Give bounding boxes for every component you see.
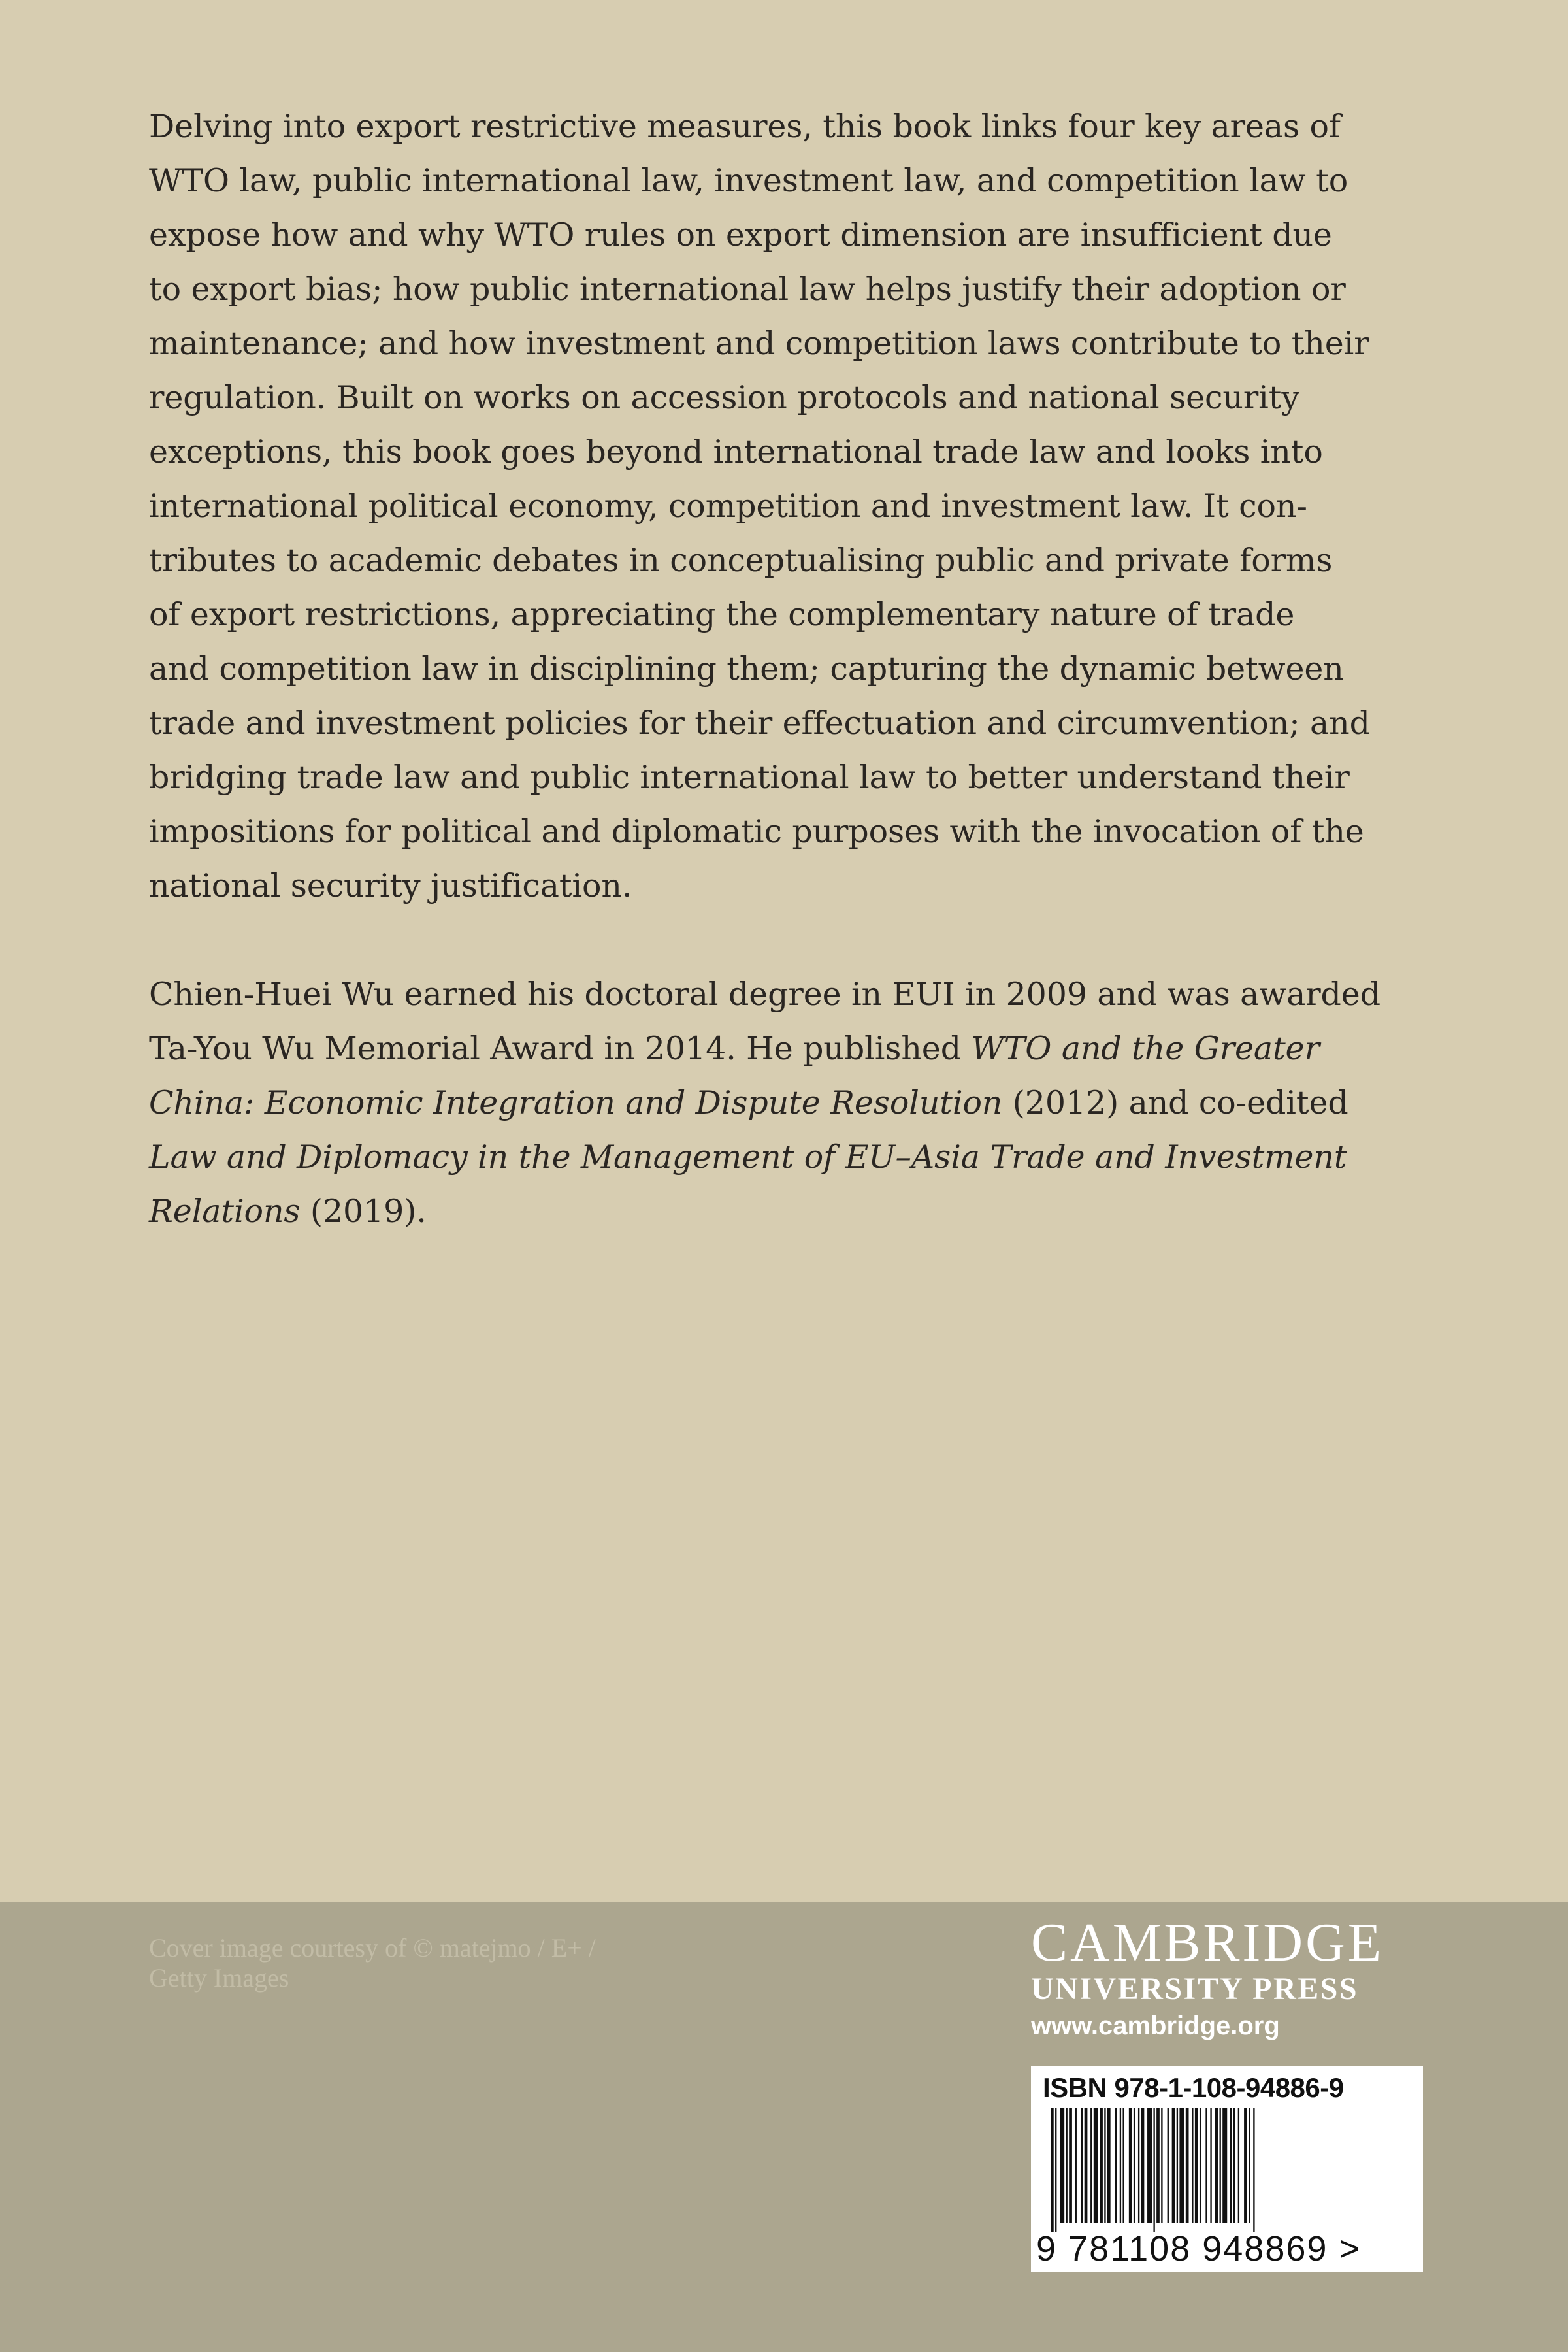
bio-line — [149, 1130, 1397, 1184]
description-line: national security justification. — [149, 867, 632, 904]
barcode-bar — [1115, 2108, 1117, 2223]
barcode-bar — [1107, 2108, 1111, 2223]
publisher-subtitle: UNIVERSITY PRESS — [1031, 1972, 1359, 2006]
barcode-bar — [1249, 2108, 1250, 2223]
book-title-italic: Relations — [149, 1193, 301, 1230]
description-line: tributes to academic debates in conceptualising public and private forms — [149, 542, 1333, 579]
credit-line: Getty Images — [149, 1963, 289, 1993]
bio-text: (2012) and co-edited — [1002, 1084, 1348, 1121]
isbn-label: ISBN 978-1-108-94886-9 — [1043, 2072, 1344, 2103]
bio-line — [149, 1184, 1397, 1238]
barcode-bar — [1051, 2108, 1054, 2232]
barcode-bar — [1233, 2108, 1235, 2223]
barcode-bar — [1147, 2108, 1152, 2223]
barcode-bar — [1230, 2108, 1232, 2223]
description-line: Delving into export restrictive measures, this book links four key areas of — [149, 108, 1341, 145]
author-bio — [149, 967, 1397, 1238]
barcode-bar — [1122, 2108, 1124, 2223]
description-line: WTO law, public international law, investment law, and competition law to — [149, 162, 1348, 199]
barcode-bar — [1172, 2108, 1175, 2223]
description-line: to export bias; how public international law helps justify their adoption or — [149, 271, 1346, 308]
paragraph-gap — [149, 913, 1397, 967]
barcode-bar — [1066, 2108, 1068, 2223]
cover-image-credit — [149, 1933, 596, 1993]
barcode-bar — [1220, 2108, 1221, 2223]
barcode-bar — [1153, 2108, 1154, 2232]
description-line: impositions for political and diplomatic purposes with the invocation of the — [149, 813, 1364, 850]
isbn-barcode — [1031, 2066, 1423, 2272]
barcode-bar — [1177, 2108, 1178, 2223]
book-title-italic: Law and Diplomacy in the Management of EU–Asia Trade and Investment — [149, 1138, 1347, 1176]
barcode-bar — [1253, 2108, 1254, 2232]
bio-line — [149, 1076, 1397, 1130]
description-line: exceptions, this book goes beyond international trade law and looks into — [149, 433, 1323, 471]
publisher-url: www.cambridge.org — [1031, 2012, 1280, 2040]
back-cover-text — [149, 99, 1397, 1238]
book-title-italic: China: Economic Integration and Dispute Resolution — [149, 1084, 1003, 1121]
barcode-bar — [1215, 2108, 1218, 2223]
barcode-bar — [1192, 2108, 1193, 2223]
description-line: maintenance; and how investment and competition laws contribute to their — [149, 325, 1369, 362]
description-line: bridging trade law and public international law to better understand their — [149, 759, 1350, 796]
description-line: of export restrictions, appreciating the complementary nature of trade — [149, 596, 1295, 633]
barcode-bar — [1205, 2108, 1207, 2223]
barcode-bar — [1081, 2108, 1083, 2223]
description-line: trade and investment policies for their effectuation and circumvention; and — [149, 704, 1370, 742]
publisher-logo — [1031, 1913, 1423, 2044]
barcode-bar — [1134, 2108, 1135, 2223]
barcode-bar — [1168, 2108, 1169, 2223]
barcode-bar — [1069, 2108, 1072, 2223]
barcode-bar — [1186, 2108, 1189, 2223]
barcode-bars-icon — [1051, 2108, 1403, 2232]
barcode-bar — [1222, 2108, 1227, 2223]
barcode-bar — [1075, 2108, 1077, 2223]
barcode-bar — [1138, 2108, 1139, 2223]
barcode-bar — [1141, 2108, 1145, 2223]
publisher-name: CAMBRIDGE — [1031, 1912, 1384, 1973]
barcode-bar — [1094, 2108, 1098, 2223]
description-line: expose how and why WTO rules on export dimension are insufficient due — [149, 216, 1332, 254]
barcode-digits: 9 781108 948869 > — [1036, 2229, 1361, 2268]
bio-line: Chien-Huei Wu earned his doctoral degree in EUI in 2009 and was awarded — [149, 976, 1380, 1013]
barcode-bar — [1238, 2108, 1239, 2223]
barcode-bar — [1200, 2108, 1201, 2223]
barcode-bar — [1100, 2108, 1103, 2223]
bio-text: (2019). — [300, 1193, 427, 1230]
barcode-bar — [1120, 2108, 1121, 2223]
barcode-bar — [1129, 2108, 1132, 2223]
barcode-bar — [1244, 2108, 1247, 2223]
barcode-bar — [1210, 2108, 1211, 2223]
barcode-bar — [1055, 2108, 1056, 2232]
barcode-bar — [1104, 2108, 1105, 2223]
barcode-bar — [1060, 2108, 1064, 2223]
bio-line — [149, 1021, 1397, 1076]
description-line: international political economy, competition and investment law. It con- — [149, 488, 1307, 525]
barcode-bar — [1195, 2108, 1198, 2223]
barcode-bar — [1085, 2108, 1088, 2223]
book-title-italic: WTO and the Greater — [971, 1030, 1320, 1067]
description-line: regulation. Built on works on accession protocols and national security — [149, 379, 1299, 416]
barcode-bar — [1179, 2108, 1184, 2223]
barcode-bar — [1156, 2108, 1160, 2223]
bio-text: Ta-You Wu Memorial Award in 2014. He published — [149, 1030, 972, 1067]
barcode-bar — [1090, 2108, 1092, 2223]
barcode-bar — [1161, 2108, 1162, 2223]
book-description — [149, 99, 1397, 913]
description-line: and competition law in disciplining them; capturing the dynamic between — [149, 650, 1344, 687]
credit-line: Cover image courtesy of © matejmo / E+ / — [149, 1933, 596, 1963]
